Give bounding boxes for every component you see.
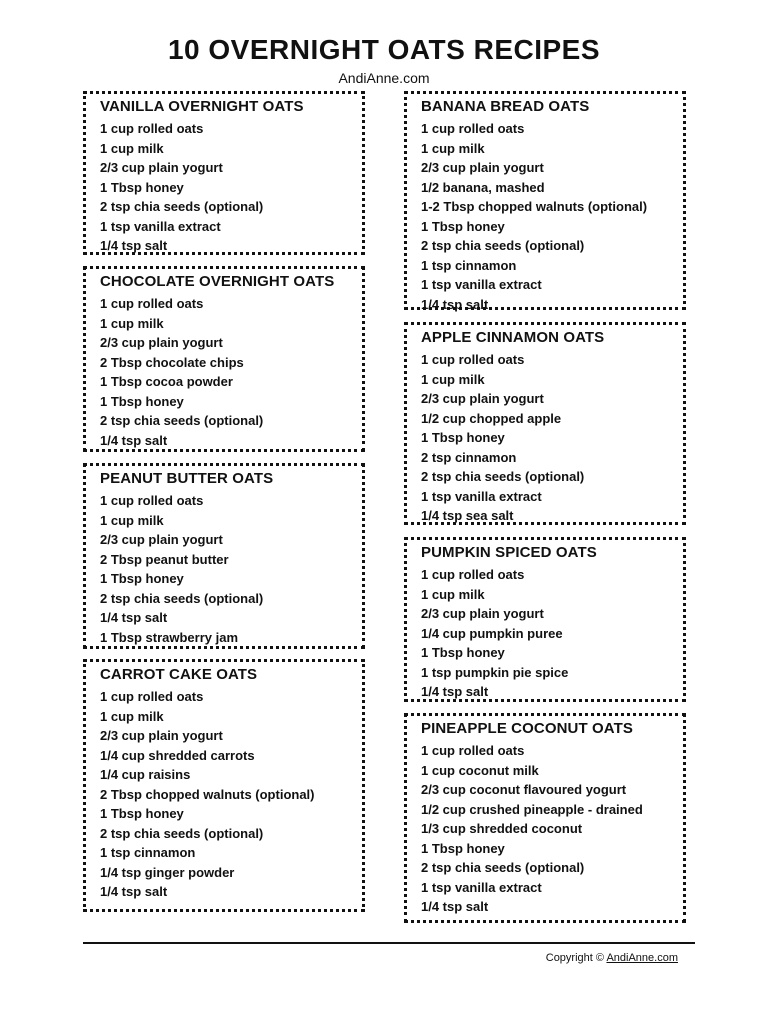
ingredient-item: 2 tsp chia seeds (optional) — [421, 238, 585, 253]
ingredient-item: 2/3 cup plain yogurt — [421, 391, 544, 406]
ingredient-item: 1/4 tsp salt — [421, 684, 489, 699]
copyright-link[interactable]: AndiAnne.com — [606, 952, 678, 964]
ingredient-item: 2/3 cup plain yogurt — [421, 160, 544, 175]
ingredient-item: 1/4 tsp salt — [100, 238, 168, 253]
copyright-notice — [546, 952, 678, 964]
ingredient-item: 1 Tbsp cocoa powder — [100, 374, 233, 389]
recipe-card-apple-cinnamon — [404, 322, 686, 525]
ingredient-item: 1 Tbsp honey — [421, 430, 505, 445]
footer-divider — [83, 942, 695, 944]
ingredient-item: 1-2 Tbsp chopped walnuts (optional) — [421, 199, 648, 214]
ingredient-item: 1 Tbsp honey — [100, 806, 184, 821]
recipe-title: APPLE CINNAMON OATS — [421, 329, 605, 346]
recipe-title: CARROT CAKE OATS — [100, 666, 258, 683]
ingredient-item: 2/3 cup plain yogurt — [100, 160, 223, 175]
ingredient-item: 2 Tbsp chocolate chips — [100, 354, 244, 370]
recipe-card-pumpkin-spiced — [404, 537, 686, 702]
ingredient-item: 2 tsp chia seeds (optional) — [421, 860, 585, 875]
ingredient-item: 1 cup rolled oats — [100, 296, 204, 311]
ingredient-item: 1 tsp cinnamon — [100, 845, 196, 860]
ingredient-item: 1 tsp vanilla extract — [421, 879, 542, 895]
ingredient-item: 1/4 tsp salt — [100, 432, 168, 448]
ingredient-item: 1 Tbsp honey — [100, 393, 184, 409]
ingredient-list — [421, 119, 683, 314]
ingredient-item: 1/4 tsp sea salt — [421, 508, 514, 523]
ingredient-item: 1 cup milk — [421, 140, 485, 156]
recipe-title: PINEAPPLE COCONUT OATS — [421, 720, 633, 737]
ingredient-item: 1/4 cup shredded carrots — [100, 747, 255, 763]
ingredient-list — [421, 350, 683, 526]
ingredient-item: 1 Tbsp honey — [100, 179, 184, 195]
ingredient-item: 1 Tbsp honey — [421, 218, 505, 234]
ingredient-item: 1 cup milk — [100, 140, 164, 156]
ingredient-item: 1 tsp vanilla extract — [100, 218, 221, 234]
ingredient-list — [421, 741, 683, 917]
ingredient-item: 1 cup milk — [421, 586, 485, 602]
recipe-card-peanut-butter — [83, 463, 365, 649]
ingredient-list — [100, 294, 362, 450]
ingredient-item: 2 tsp cinnamon — [421, 449, 517, 465]
ingredient-item: 1/4 tsp salt — [421, 296, 489, 312]
recipe-title: CHOCOLATE OVERNIGHT OATS — [100, 273, 335, 290]
ingredient-item: 1/4 cup raisins — [100, 767, 191, 782]
ingredient-item: 1 cup rolled oats — [421, 121, 525, 136]
ingredient-item: 1 cup rolled oats — [421, 567, 525, 582]
recipe-card-pineapple-coconut — [404, 713, 686, 923]
page-title: 10 OVERNIGHT OATS RECIPES — [167, 34, 601, 65]
ingredient-item: 1/4 tsp salt — [100, 884, 168, 899]
ingredient-item: 2 Tbsp chopped walnuts (optional) — [100, 786, 315, 802]
ingredient-item: 2/3 cup plain yogurt — [100, 532, 223, 547]
ingredient-item: 1 tsp cinnamon — [421, 257, 517, 273]
ingredient-item: 2 tsp chia seeds (optional) — [100, 413, 264, 428]
ingredient-item: 1 cup coconut milk — [421, 762, 539, 778]
ingredient-item: 1 tsp pumpkin pie spice — [421, 664, 569, 680]
recipe-card-banana-bread — [404, 91, 686, 310]
ingredient-list — [421, 565, 683, 702]
ingredient-item: 2 tsp chia seeds (optional) — [100, 825, 264, 841]
ingredient-item: 1 tsp vanilla extract — [421, 488, 542, 504]
recipe-title: VANILLA OVERNIGHT OATS — [100, 98, 304, 115]
ingredient-item: 2/3 cup plain yogurt — [100, 728, 223, 743]
ingredient-item: 1/4 cup pumpkin puree — [421, 625, 563, 641]
ingredient-item: 1 Tbsp honey — [421, 645, 505, 660]
ingredient-list — [100, 491, 362, 647]
ingredient-item: 1/2 cup crushed pineapple - drained — [421, 801, 643, 817]
ingredient-item: 1 Tbsp honey — [100, 571, 184, 586]
recipe-title: PEANUT BUTTER OATS — [100, 470, 274, 487]
ingredient-item: 2 tsp chia seeds (optional) — [100, 199, 264, 214]
recipe-title: PUMPKIN SPICED OATS — [421, 544, 597, 561]
ingredient-item: 1 cup milk — [421, 371, 485, 387]
ingredient-item: 1/2 banana, mashed — [421, 179, 545, 195]
ingredient-item: 1 cup milk — [100, 512, 164, 528]
ingredient-item: 1 cup rolled oats — [100, 493, 204, 508]
ingredient-list — [100, 119, 362, 256]
recipe-title: BANANA BREAD OATS — [421, 98, 590, 115]
ingredient-item: 1 Tbsp strawberry jam — [100, 629, 238, 645]
ingredient-item: 1 cup rolled oats — [421, 352, 525, 367]
ingredient-item: 1 tsp vanilla extract — [421, 277, 542, 292]
copyright-prefix: Copyright © — [545, 952, 604, 964]
ingredient-item: 1/4 tsp salt — [100, 610, 168, 625]
ingredient-item: 1 cup milk — [100, 708, 164, 724]
ingredient-item: 2 tsp chia seeds (optional) — [421, 469, 585, 484]
ingredient-item: 1/3 cup shredded coconut — [421, 821, 583, 836]
recipe-card-chocolate — [83, 266, 365, 452]
ingredient-item: 1 cup rolled oats — [100, 689, 204, 704]
ingredient-item: 1 cup rolled oats — [421, 743, 525, 758]
ingredient-item: 2/3 cup plain yogurt — [421, 606, 544, 621]
recipe-card-vanilla — [83, 91, 365, 255]
ingredient-item: 1 cup milk — [100, 315, 164, 331]
recipe-card-carrot-cake — [83, 659, 365, 912]
ingredient-item: 2/3 cup coconut flavoured yogurt — [421, 782, 627, 797]
ingredient-item: 2 tsp chia seeds (optional) — [100, 590, 264, 606]
page-subtitle: AndiAnne.com — [338, 70, 430, 86]
ingredient-list — [100, 687, 362, 902]
ingredient-item: 1/4 tsp salt — [421, 899, 489, 914]
ingredient-item: 1 Tbsp honey — [421, 840, 505, 856]
ingredient-item: 1/4 tsp ginger powder — [100, 864, 235, 880]
ingredient-item: 2 Tbsp peanut butter — [100, 551, 229, 567]
ingredient-item: 1/2 cup chopped apple — [421, 410, 562, 426]
ingredient-item: 1 cup rolled oats — [100, 121, 204, 136]
ingredient-item: 2/3 cup plain yogurt — [100, 335, 223, 350]
